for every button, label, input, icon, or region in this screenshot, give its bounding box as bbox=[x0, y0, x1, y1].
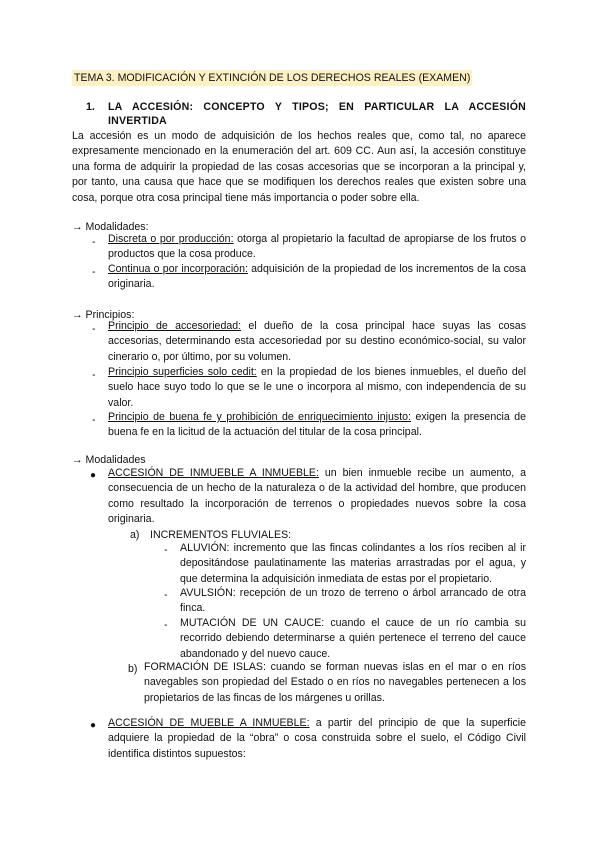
item-term: Principio de accesoriedad: bbox=[108, 320, 242, 332]
dash-marker: - bbox=[92, 414, 96, 426]
dash-marker: - bbox=[92, 369, 96, 381]
item-term: Continua o por incorporación: bbox=[108, 263, 248, 275]
item-term: Discreta o por producción: bbox=[108, 233, 234, 245]
item-text: el dueño de la cosa principal hace suyas las cosas accesorias, determinando esta accesoriedad por su destino económico-social, su valor cinerario o, por último, por su volumen. bbox=[108, 320, 526, 363]
item-term: AVULSIÓN: bbox=[180, 587, 236, 599]
list-item bbox=[108, 466, 526, 528]
document-title: TEMA 3. MODIFICACIÓN Y EXTINCIÓN DE LOS DERECHOS REALES (EXAMEN) bbox=[74, 72, 471, 84]
list-item bbox=[108, 319, 526, 365]
item-text: cuando el cauce de un río cambia su recorrido debiendo determinarse a quién pertenece el terreno del cauce abandonado y del nuevo cauce. bbox=[180, 617, 526, 660]
modalidades-label: → Modalidades bbox=[72, 454, 146, 466]
section-title: LA ACCESIÓN: CONCEPTO Y TIPOS; EN PARTICULAR LA ACCESIÓN INVERTIDA bbox=[108, 101, 526, 127]
dash-marker: - bbox=[164, 589, 168, 601]
bullet-marker: ● bbox=[90, 470, 97, 481]
intro-paragraph: La accesión es un modo de adquisición de los hechos reales que, como tal, no aparece expresamente mencionado en la enumeración del art. 609 CC. Aun así, la accesión constituye una forma de adquirir la propiedad de las cosas accesorias que se incorporan a la principal y, por tanto, una causa que hace que se modifiquen los derechos reales que existen sobre una cosa, porque otra cosa principal tiene más importancia o poder sobre ella. bbox=[72, 130, 526, 204]
modalidades-label: → Modalidades: bbox=[72, 221, 149, 233]
list-item bbox=[180, 586, 526, 617]
item-text: recepción de un trozo de terreno o árbol arrancado de otra finca. bbox=[180, 587, 526, 615]
item-text: exigen la presencia de buena fe en la licitud de la actuación del titular de la cosa principal. bbox=[108, 411, 526, 439]
item-term: Principio de buena fe y prohibición de enriquecimiento injusto: bbox=[108, 411, 411, 423]
list-item bbox=[108, 716, 526, 762]
section-number: 1. bbox=[86, 101, 95, 113]
list-item bbox=[180, 541, 526, 587]
item-term: MUTACIÓN DE UN CAUCE: bbox=[180, 617, 325, 629]
dash-marker: - bbox=[92, 323, 96, 335]
section-heading bbox=[86, 100, 526, 128]
list-item bbox=[108, 410, 526, 441]
item-text: en la propiedad de los bienes inmuebles, el dueño del suelo hace suyo todo lo que se le une o incorpora al mismo, con independencia de su valor. bbox=[108, 366, 526, 409]
sub-heading: INCREMENTOS FLUVIALES: bbox=[150, 529, 292, 541]
list-item bbox=[108, 232, 526, 263]
item-text: un bien inmueble recibe un aumento, a consecuencia de un hecho de la naturaleza o de la actividad del hombre, que producen como resultado la incorporación de terrenos o propiedades nuevos sobre la cosa originaria. bbox=[108, 467, 526, 526]
item-term: ACCESIÓN DE MUEBLE A INMUEBLE: bbox=[108, 717, 310, 729]
dash-marker: - bbox=[92, 236, 96, 248]
principios-label: → Principios: bbox=[72, 309, 135, 321]
sub-marker: b) bbox=[128, 663, 138, 675]
list-item bbox=[108, 365, 526, 411]
list-item bbox=[108, 262, 526, 293]
list-item bbox=[180, 616, 526, 662]
item-term: Principio superficies solo cedit: bbox=[108, 366, 257, 378]
dash-marker: - bbox=[164, 619, 168, 631]
item-text: incremento que las fincas colindantes a los ríos reciben al ir depositándose paulatinamente las materias arrastradas por el agua, y que determina la adquisición inmediata de estas por el propietario. bbox=[180, 542, 526, 585]
sub-marker: a) bbox=[130, 529, 140, 541]
item-term: ALUVIÓN: bbox=[180, 542, 230, 554]
dash-marker: - bbox=[164, 544, 168, 556]
item-text: a partir del principio de que la superficie adquiere la propiedad de la “obra” o cosa construida sobre el suelo, el Código Civil identifica distintos supuestos: bbox=[108, 717, 526, 760]
item-text: otorga al propietario la facultad de apropiarse de los frutos o productos que la cosa produce. bbox=[108, 233, 526, 261]
dash-marker: - bbox=[92, 266, 96, 278]
bullet-marker: ● bbox=[90, 720, 97, 731]
sub-paragraph: FORMACIÓN DE ISLAS: cuando se forman nuevas islas en el mar o en ríos navegables son propiedad del Estado o en ríos no navegables pertenecen a los propietarios de las fincas de los márgenes u orillas. bbox=[144, 661, 526, 704]
item-term: ACCESIÓN DE INMUEBLE A INMUEBLE: bbox=[108, 467, 319, 479]
item-text: adquisición de la propiedad de los incrementos de la cosa originaria. bbox=[108, 263, 526, 291]
